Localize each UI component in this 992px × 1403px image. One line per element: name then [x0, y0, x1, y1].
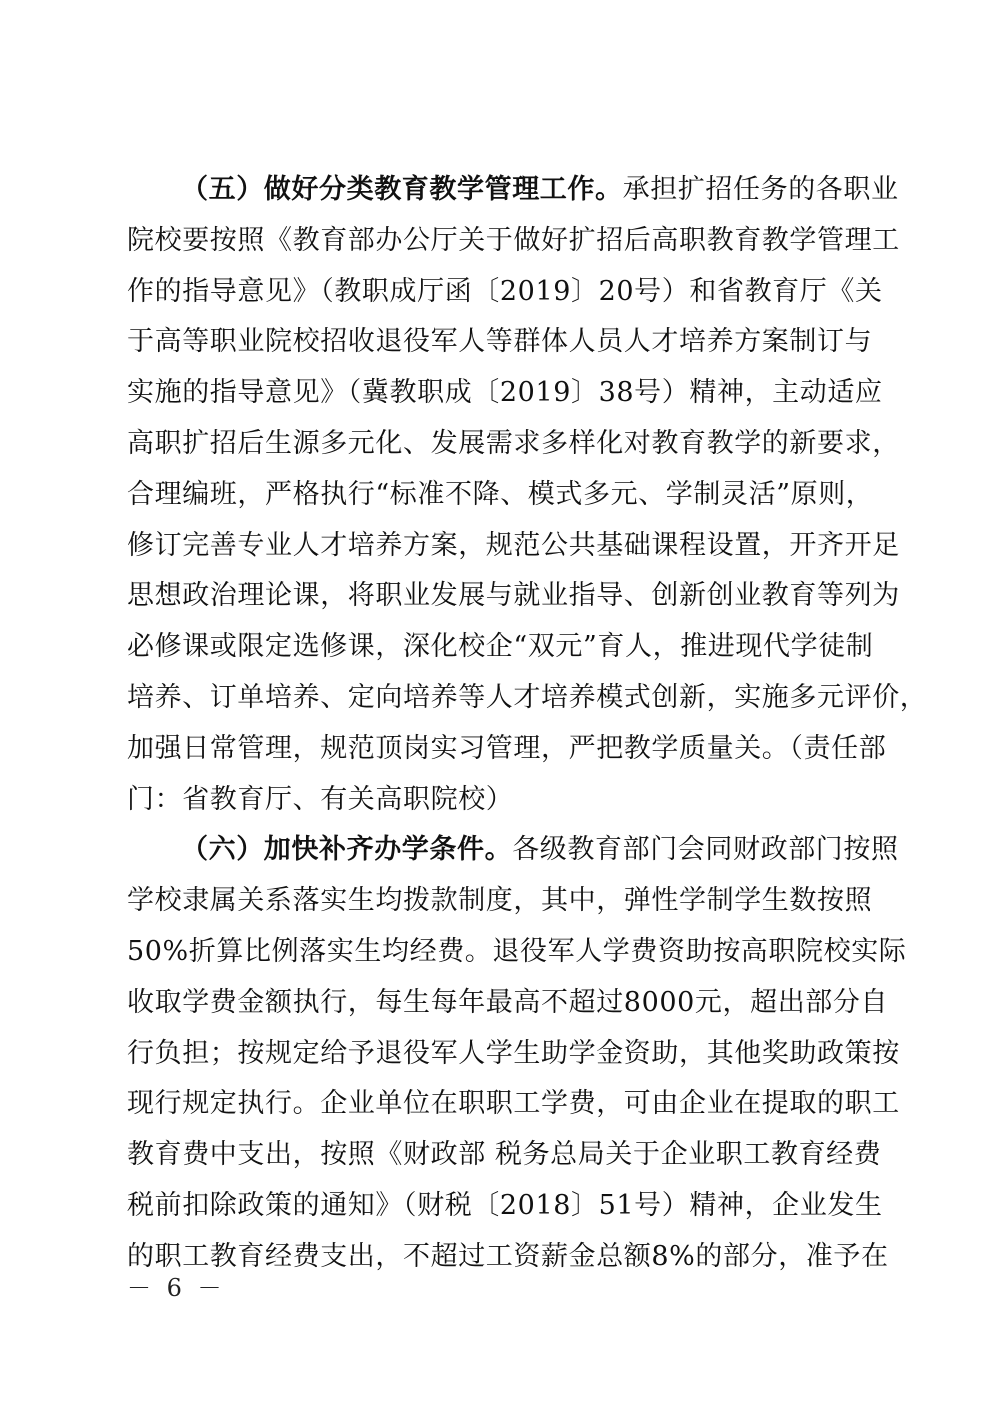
paragraph-5-line: 高职扩招后生源多元化、发展需求多样化对教育教学的新要求， [127, 427, 900, 459]
paragraph-6-line: 行负担；按规定给予退役军人学生助学金资助，其他奖助政策按 [127, 1037, 900, 1069]
paragraph-5-line-1 [127, 165, 899, 216]
paragraph-5-line: 修订完善专业人才培养方案，规范公共基础课程设置，开齐开足 [127, 529, 900, 561]
paragraph-6-line: 收取学费金额执行，每生每年最高不超过8000元，超出部分自 [127, 986, 889, 1018]
paragraph-6-line-1 [127, 825, 899, 876]
paragraph-5-line: 合理编班，严格执行“标准不降、模式多元、学制灵活”原则， [127, 478, 874, 510]
paragraph-5-line: 思想政治理论课，将职业发展与就业指导、创新创业教育等列为 [127, 580, 900, 612]
section-6-heading: （六）加快补齐办学条件。 [181, 834, 513, 866]
section-5-heading: （五）做好分类教育教学管理工作。 [181, 174, 623, 205]
page-number: － 6 － [127, 1274, 226, 1302]
paragraph-5-line: 必修课或限定选修课，深化校企“双元”育人，推进现代学徒制 [127, 631, 874, 663]
section-6-text: 各级教育部门会同财政部门按照 [512, 834, 899, 866]
paragraph-6-line: 学校隶属关系落实生均拨款制度，其中，弹性学制学生数按照 [127, 885, 873, 917]
paragraph-6-line: 税前扣除政策的通知》（财税〔2018〕51号）精神，企业发生 [127, 1189, 883, 1221]
document-body [127, 165, 928, 1283]
paragraph-5-line: 院校要按照《教育部办公厅关于做好扩招后高职教育教学管理工 [127, 224, 900, 256]
paragraph-5-line: 作的指导意见》（教职成厅函〔2019〕20号）和省教育厅《关 [127, 275, 883, 307]
paragraph-5-line: 培养、订单培养、定向培养等人才培养模式创新，实施多元评价， [127, 681, 928, 713]
paragraph-5-line: 门：省教育厅、有关高职院校） [127, 783, 514, 815]
paragraph-6-line: 的职工教育经费支出，不超过工资薪金总额8%的部分，准予在 [127, 1240, 889, 1272]
paragraph-5-line: 于高等职业院校招收退役军人等群体人员人才培养方案制订与 [127, 326, 873, 358]
section-5-text: 承担扩招任务的各职业 [622, 174, 899, 205]
paragraph-6-line: 教育费中支出，按照《财政部 税务总局关于企业职工教育经费 [127, 1139, 882, 1171]
paragraph-5-line: 实施的指导意见》（冀教职成〔2019〕38号）精神，主动适应 [127, 377, 883, 409]
paragraph-6-line: 现行规定执行。企业单位在职职工学费，可由企业在提取的职工 [127, 1088, 900, 1120]
paragraph-6-line: 50%折算比例落实生均经费。退役军人学费资助按高职院校实际 [127, 935, 907, 967]
paragraph-5-line: 加强日常管理，规范顶岗实习管理，严把教学质量关。（责任部 [127, 732, 887, 764]
